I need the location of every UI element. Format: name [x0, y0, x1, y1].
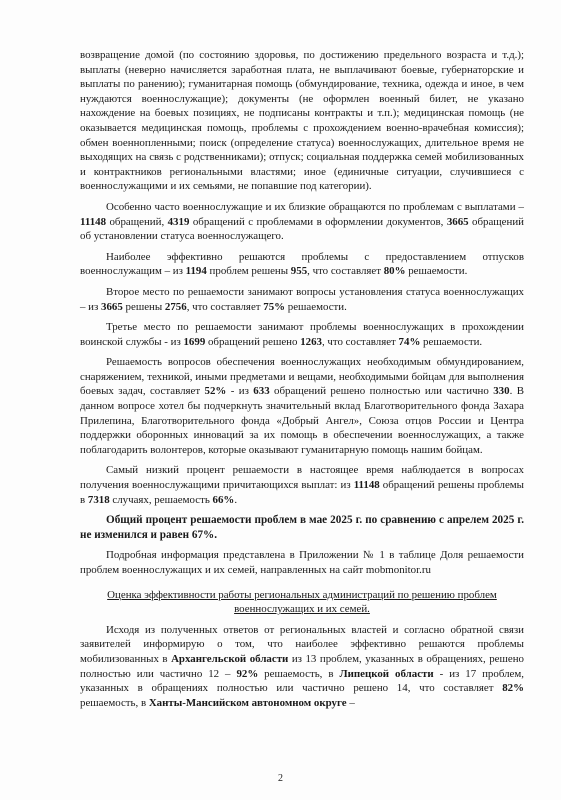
bold-figure: 52%	[204, 385, 227, 398]
bold-figure: 3665	[446, 215, 469, 228]
bold-figure: 2756	[164, 300, 187, 313]
text-run: обращений решено	[205, 335, 301, 348]
text-run: Исходя из полученных ответов от региональных властей и согласно обратной связи заявителей информирую о том, что наиболее эффективно решаются проблемы мобилизованных в	[80, 623, 524, 665]
paragraph-service-resolution	[80, 320, 524, 349]
text-run: .	[234, 493, 238, 506]
bold-figure: 955	[290, 265, 308, 278]
paragraph-categories: возвращение домой (по состоянию здоровья, по достижению предельного возраста и т.д.); выплаты (неверно начисляется заработная плата, не выплачивают боевые, губернаторские и выплаты по ранению); гуманитарная помощь (обмундирование, техника, одежда и иное, в чем нуждаются военнослужащие); документы (не оформлен военный билет, не указано нахождение на боевых позициях, не подписаны контракты и т.п.); медицинская помощь (не оказывается медицинская помощь, проблемы с прохождением военно-врачебная комиссия); обмен военнопленными; поиск (определение статуса) военнослужащих, длительное время не выходящих на связь с родственниками); отпуск; социальная поддержка семей мобилизованных и контрактников региональными властями; иное (единичные ситуации, случившиеся с военнослужащими и их семьями, не попавшие под категории).	[80, 49, 524, 193]
bold-figure: 1194	[185, 265, 207, 278]
paragraph-appendix-reference: Подробная информация представлена в Приложении № 1 в таблице Доля решаемости проблем военнослужащих и их семей, направленных на сайт mobmonitor.ru	[80, 549, 524, 576]
bold-figure: Липецкой области	[339, 667, 434, 680]
bold-figure: 66%	[212, 493, 235, 506]
text-run: , что составляет	[186, 300, 264, 313]
text-run: обращений решено полностью или частично	[269, 385, 494, 398]
bold-figure: 11148	[353, 479, 380, 492]
text-run: обращений об установлении статуса военнослужащего.	[80, 215, 525, 243]
section-heading-regional-efficiency: Оценка эффективности работы региональных администраций по решению проблем военнослужащих и их семей.	[107, 588, 497, 616]
paragraph-status-resolution	[80, 285, 524, 314]
text-run: обращений,	[106, 215, 168, 228]
text-run: обращений с проблемами в оформлении документов,	[189, 215, 447, 228]
text-run: проблем решены	[206, 265, 291, 278]
paragraph-regional-ranking	[80, 623, 524, 711]
page-number: 2	[278, 773, 283, 784]
text-run: случаях, решаемость	[109, 493, 213, 506]
text-run: решаемость, в	[80, 696, 149, 709]
paragraph-payments-resolution	[80, 463, 524, 507]
text-run: решаемости.	[420, 335, 483, 348]
text-run: обращений решены проблемы в	[80, 479, 524, 506]
bold-figure: 74%	[398, 335, 421, 348]
text-run: Особенно часто военнослужащие и их близкие обращаются по проблемам с выплатами –	[106, 200, 524, 213]
paragraph-leave-resolution	[80, 250, 524, 279]
bold-figure: 11148	[80, 215, 107, 228]
text-run: Самый низкий процент решаемости в настоящее время наблюдается в вопросах получения военнослужащими причитающихся выплат: из	[80, 464, 524, 492]
bold-figure: 4319	[167, 215, 190, 228]
bold-figure: 80%	[383, 265, 406, 278]
text-run: решены	[122, 300, 165, 313]
bold-figure: 82%	[502, 682, 524, 695]
bold-figure: Архангельской области	[171, 652, 289, 665]
bold-figure: 1699	[183, 335, 206, 348]
paragraph-frequent-issues	[80, 200, 524, 244]
text-run: - из 17 проблем, указанных в обращениях полностью или частично решено 14, что составляет	[80, 667, 524, 695]
bold-figure: 1263	[300, 335, 322, 348]
bold-figure: 7318	[87, 493, 110, 506]
text-run: Решаемость вопросов обеспечения военнослужащих необходимым обмундированием, снаряжением, техникой, иными предметами и вещами, необходимыми бойцам для выполнения боевых задач, составляет	[80, 356, 524, 398]
text-run: решаемости.	[405, 265, 468, 278]
bold-figure: Ханты-Мансийском автономном округе	[148, 696, 347, 709]
document-body	[80, 48, 524, 710]
text-run: - из	[226, 385, 254, 398]
text-run: , что составляет	[321, 335, 399, 348]
text-run: Третье место по решаемости занимают проблемы военнослужащих в прохождении воинской службы - из	[80, 321, 524, 348]
text-run: , что составляет	[307, 265, 384, 278]
text-run: –	[346, 696, 355, 709]
bold-figure: 330	[493, 385, 510, 398]
paragraph-overall-rate: Общий процент решаемости проблем в мае 2025 г. по сравнению с апрелем 2025 г. не изменился и равен 67%.	[80, 514, 524, 541]
text-run: из 13 проблем, указанных в обращениях, решено полностью или частично 12 –	[80, 652, 524, 680]
paragraph-equipment-resolution	[80, 355, 524, 457]
bold-figure: 633	[253, 385, 270, 398]
bold-figure: 92%	[236, 667, 259, 680]
bold-figure: 3665	[101, 300, 123, 313]
text-run: решаемости.	[285, 300, 347, 313]
text-run: решаемость, в	[258, 667, 340, 680]
bold-figure: 75%	[263, 300, 286, 313]
text-run: Второе место по решаемости занимают вопросы установления статуса военнослужащих – из	[80, 285, 524, 313]
text-run: Наиболее эффективно решаются проблемы с предоставлением отпусков военнослужащим – из	[80, 250, 524, 278]
text-run: . В данном вопросе хотел бы подчеркнуть значительный вклад Благотворительного фонда Захара Прилепина, Благотворительного фонда «Добрый Ангел», Союза отцов России и Центра поддержки оборонных инноваций за их помощь в обеспечении военнослужащих, а также поблагодарить волонтеров, которые оказывают гуманитарную помощь нашим бойцам.	[80, 385, 524, 456]
